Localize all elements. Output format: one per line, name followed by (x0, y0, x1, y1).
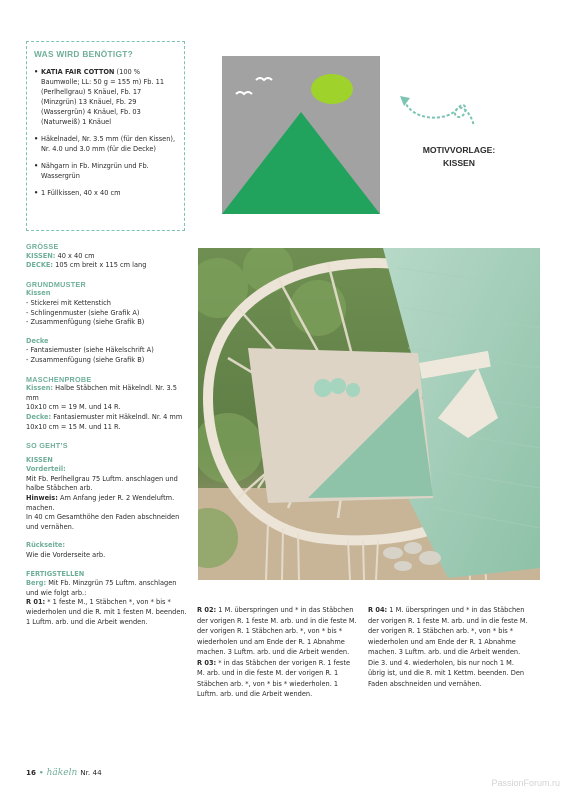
row-02-label: R 02: (197, 606, 217, 614)
size-heading: GRÖSSE (26, 242, 59, 251)
page-footer (26, 768, 102, 778)
basic-pattern-cushion-label: Kissen (26, 289, 51, 298)
watermark: PassionForum.ru (491, 778, 560, 788)
gauge-cushion (26, 384, 191, 403)
mountain-label: Berg: (26, 579, 47, 588)
footer-bullet: • (39, 768, 44, 777)
basic-pattern-blanket-label: Decke (26, 336, 49, 345)
materials-item-cushion: • 1 Füllkissen, 40 x 40 cm (34, 188, 177, 198)
basic-pattern-cushion-item: - Zusammenfügung (siehe Grafik B) (26, 318, 145, 327)
materials-list (34, 67, 177, 198)
magazine-logo: häkeln (46, 768, 78, 778)
hint (26, 494, 191, 513)
yarn-details: (100 % Baumwolle; LL: 50 g = 155 m) Fb. 11 (Perlhellgrau) 5 Knäuel, Fb. 17 (Minzgrün) 13 Knäuel, Fb. 29 (Wassergrün) 4 Knäuel, Fb. 03 (Naturweiß) 1 Knäuel (41, 68, 165, 126)
cushion-heading: KISSEN (26, 455, 53, 464)
middle-column (197, 605, 357, 700)
row-04 (368, 605, 529, 658)
issue-number: Nr. 44 (80, 768, 102, 777)
instructions-heading: SO GEHT’S (26, 441, 68, 451)
size-blanket-label: DECKE: (26, 261, 54, 270)
gauge-blanket-value: 10x10 cm = 15 M. und 11 R. (26, 422, 121, 431)
back-label: Rückseite: (26, 541, 65, 550)
row-repeat-text: Die 3. und 4. wiederholen, bis nur noch 1 M. übrig ist, und die R. mit 1 Kettm. beenden. Den Faden abschneiden und vernähen. (368, 658, 525, 688)
basic-pattern-heading: GRUNDMUSTER (26, 279, 86, 289)
gauge-cushion-text: Halbe Stäbchen mit Häkelndl. Nr. 3.5 mm (26, 384, 177, 402)
gauge-blanket-text: Fantasiemuster mit Häkelndl. Nr. 4 mm (51, 412, 183, 421)
row-03 (197, 658, 357, 700)
motif-caption-line1: MOTIVVORLAGE: (422, 145, 496, 155)
materials-item-hook: • Häkelnadel, Nr. 3.5 mm (für den Kissen), Nr. 4.0 und 3.0 mm (für die Decke) (34, 134, 177, 154)
row-03-text: * in das Stäbchen der vorigen R. 1 feste M. arb. und in die feste M. der vorigen R. 1 Stäbchen arb. *, von * bis * wiederholen. 1 Luftm. arb. und die Arbeit wenden. (197, 658, 351, 698)
row-04-label: R 04: (368, 606, 388, 614)
back-text: Wie die Vorderseite arb. (26, 551, 106, 560)
motif-caption (399, 144, 519, 170)
motif-caption-line2: KISSEN (443, 158, 475, 168)
materials-item-thread: • Nähgarn in Fb. Minzgrün und Fb. Wassergrün (34, 161, 177, 181)
motif-pattern-graphic (222, 56, 380, 214)
page-number: 16 (26, 768, 37, 777)
gauge-blanket-label: Decke: (26, 412, 52, 421)
row-01-label: R 01: (26, 598, 46, 607)
row-04-text: 1 M. überspringen und * in das Stäbchen der vorigen R. 1 feste M. arb. und in die feste M. der vorigen R. 1 Stäbchen arb. *, von * bis * wiederholen und am Ende der R. 1 Abnahme machen. 3 Luftm. arb. und die Arbeit wenden. (368, 606, 528, 656)
finishing-heading: FERTIGSTELLEN (26, 569, 85, 578)
basic-pattern-blanket-item: - Zusammenfügung (siehe Grafik B) (26, 355, 145, 364)
size-cushion-value: 40 x 40 cm (55, 251, 95, 260)
front-end-text: In 40 cm Gesamthöhe den Faden abschneiden und vernähen. (26, 513, 180, 531)
motif-sun (311, 74, 353, 104)
row-01 (26, 598, 191, 627)
row-02 (197, 605, 357, 658)
curved-arrow-icon (398, 92, 478, 134)
row-03-label: R 03: (197, 658, 217, 667)
gauge-blanket (26, 413, 191, 423)
front-label: Vorderteil: (26, 465, 66, 474)
basic-pattern-cushion-item: - Schlingenmuster (siehe Grafik A) (26, 308, 140, 317)
basic-pattern-blanket-item: - Fantasiemuster (siehe Häkelschrift A) (26, 346, 154, 355)
materials-box (26, 41, 185, 231)
materials-item-yarn (34, 67, 177, 127)
mountain-text: Mit Fb. Minzgrün 75 Luftm. anschlagen und wie folgt arb.: (26, 579, 177, 597)
product-photo (198, 248, 540, 580)
size-cushion (26, 252, 191, 262)
gauge-cushion-label: Kissen: (26, 384, 54, 393)
materials-title: WAS WIRD BENÖTIGT? (34, 49, 133, 59)
gauge-cushion-value: 10x10 cm = 19 M. und 14 R. (26, 403, 121, 412)
left-column (26, 242, 191, 627)
size-blanket-value: 105 cm breit x 115 cm lang (53, 261, 147, 270)
right-column (368, 605, 529, 689)
size-cushion-label: KISSEN: (26, 251, 56, 260)
gauge-heading: MASCHENPROBE (26, 374, 92, 384)
size-blanket (26, 261, 191, 271)
row-02-text: 1 M. überspringen und * in das Stäbchen der vorigen R. 1 feste M. arb. und in die feste M. der vorigen R. 1 Stäbchen arb. *, von * bis * wiederholen und am Ende der R. 1 Abnahme machen. 3 Luftm. arb. und die Arbeit wenden. (197, 606, 357, 656)
front-text: Mit Fb. Perlhellgrau 75 Luftm. anschlagen und halbe Stäbchen arb. (26, 474, 178, 493)
yarn-brand: KATIA FAIR COTTON (41, 68, 115, 76)
hint-label: Hinweis: (26, 494, 58, 503)
row-01-text: * 1 feste M., 1 Stäbchen *, von * bis * wiederholen und die R. mit 1 festen M. beenden. 1 Luftm. arb. und die Arbeit wenden. (26, 598, 187, 626)
basic-pattern-cushion-item: - Stickerei mit Kettenstich (26, 298, 111, 307)
mountain-instruction (26, 579, 191, 598)
hint-text: Am Anfang jeder R. 2 Wendeluftm. machen. (26, 494, 175, 512)
